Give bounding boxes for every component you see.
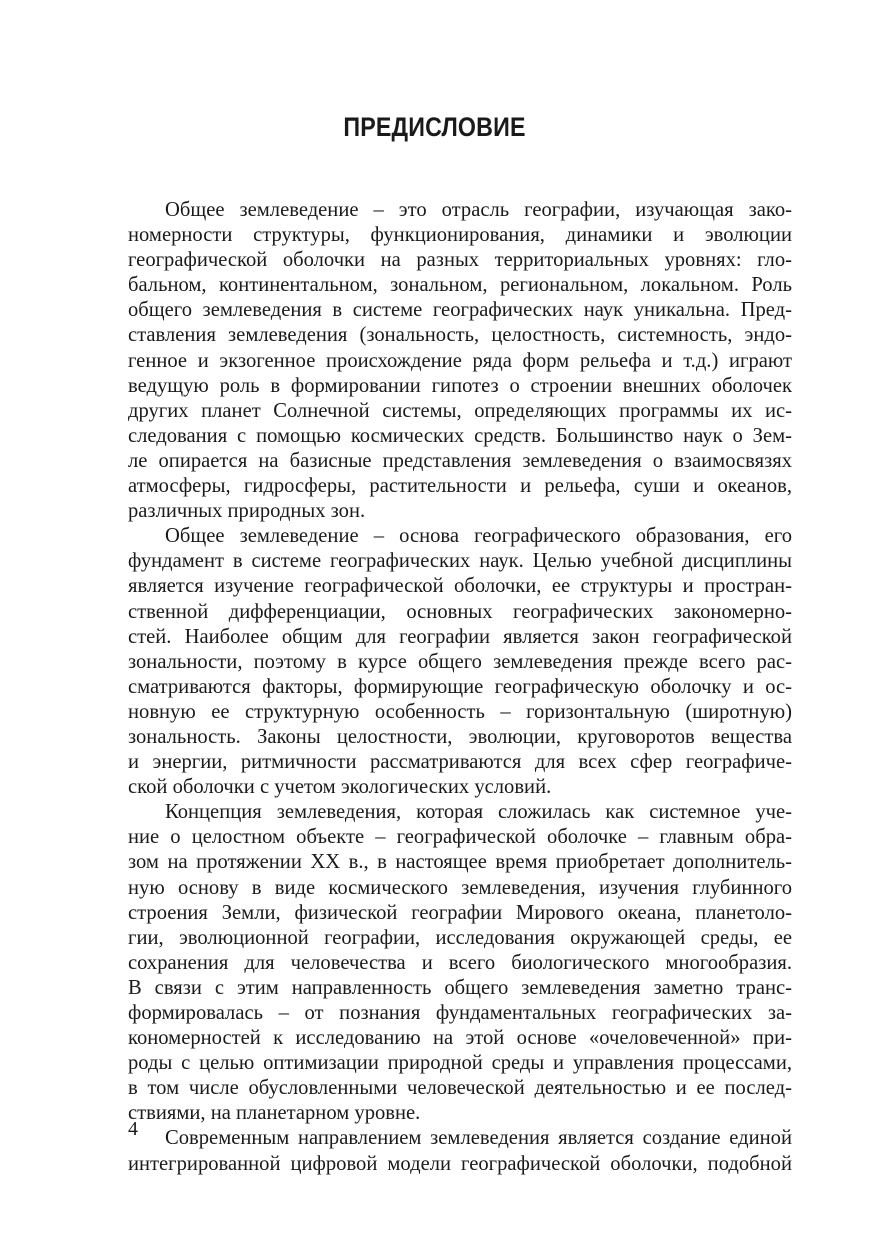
text-line: Общее землеведение – основа географического образования, его bbox=[165, 525, 792, 548]
text-line: Современным направлением землеведения является создание единой bbox=[165, 1127, 792, 1150]
text-line: ведущую роль в формировании гипотез о строении внешних оболочек bbox=[128, 374, 792, 397]
text-line: ской оболочки с учетом экологических условий. bbox=[128, 776, 552, 799]
text-line: ле опирается на базисные представления землеведения о взаимосвязях bbox=[128, 449, 792, 472]
text-line: ственной дифференциации, основных географических закономерно- bbox=[128, 600, 792, 623]
text-line: интегрированной цифровой модели географической оболочки, подобной bbox=[128, 1152, 792, 1175]
text-line: кономерностей к исследованию на этой основе «очеловеченной» при- bbox=[128, 1027, 792, 1050]
text-line: формировалась – от познания фундаментальных географических за- bbox=[128, 1002, 792, 1024]
text-line: бальном, континентальном, зональном, региональном, локальном. Роль bbox=[128, 274, 792, 297]
text-line: новную ее структурную особенность – горизонтальную (широтную) bbox=[128, 700, 792, 723]
paragraph-1 bbox=[128, 198, 792, 524]
text-line: строения Земли, физической географии Мирового океана, планетоло- bbox=[128, 901, 792, 924]
text-line: в том числе обусловленными человеческой деятельностью и ее послед- bbox=[128, 1077, 792, 1100]
text-line: роды с целью оптимизации природной среды и управления процессами, bbox=[128, 1052, 792, 1075]
page-number: 4 bbox=[128, 1118, 138, 1140]
text-line: В связи с этим направленность общего землеведения заметно транс- bbox=[128, 976, 792, 999]
text-line: сохранения для человечества и всего биологического многообразия. bbox=[128, 951, 792, 974]
text-line: следования с помощью космических средств. Большинство наук о Зем- bbox=[128, 424, 792, 447]
text-line: зональность. Законы целостности, эволюции, круговоротов вещества bbox=[128, 725, 792, 748]
text-line: и энергии, ритмичности рассматриваются для всех сфер географиче- bbox=[128, 751, 792, 774]
text-line: географической оболочки на разных территориальных уровнях: гло- bbox=[128, 249, 792, 272]
paragraph-2 bbox=[128, 524, 792, 800]
text-line: Концепция землеведения, которая сложилась как системное уче- bbox=[165, 801, 792, 824]
text-line: сматриваются факторы, формирующие географическую оболочку и ос- bbox=[128, 675, 792, 698]
paragraph-3 bbox=[128, 800, 792, 1126]
text-line: стей. Наиболее общим для географии является закон географической bbox=[128, 625, 792, 648]
text-line: гии, эволюционной географии, исследования окружающей среды, ее bbox=[128, 926, 792, 949]
text-line: атмосферы, гидросферы, растительности и рельефа, суши и океанов, bbox=[128, 475, 792, 498]
text-line: номерности структуры, функционирования, динамики и эволюции bbox=[128, 224, 792, 247]
text-line: общего землеведения в системе географических наук уникальна. Пред- bbox=[128, 299, 792, 322]
page-title: ПРЕДИСЛОВИЕ bbox=[343, 112, 526, 142]
paragraph-4 bbox=[128, 1126, 792, 1176]
text-line: зом на протяжении XX в., в настоящее время приобретает дополнитель- bbox=[128, 851, 792, 874]
body-text bbox=[128, 198, 792, 1177]
text-line: ставления землеведения (зональность, целостность, системность, эндо- bbox=[128, 324, 792, 347]
text-line: фундамент в системе географических наук. Целью учебной дисциплины bbox=[128, 550, 792, 573]
text-line: генное и экзогенное происхождение ряда форм рельефа и т.д.) играют bbox=[128, 349, 792, 372]
text-line: ние о целостном объекте – географической оболочке – главным обра- bbox=[128, 826, 792, 849]
text-line: зональности, поэтому в курсе общего землеведения прежде всего рас- bbox=[128, 650, 792, 673]
text-line: других планет Солнечной системы, определяющих программы их ис- bbox=[128, 399, 792, 422]
text-line: Общее землеведение – это отрасль географии, изучающая зако- bbox=[165, 199, 792, 221]
text-line: ную основу в виде космического землеведения, изучения глубинного bbox=[128, 876, 792, 899]
text-line: ствиями, на планетарном уровне. bbox=[128, 1102, 421, 1125]
text-line: различных природных зон. bbox=[128, 500, 366, 523]
text-line: является изучение географической оболочки, ее структуры и простран- bbox=[128, 575, 792, 598]
